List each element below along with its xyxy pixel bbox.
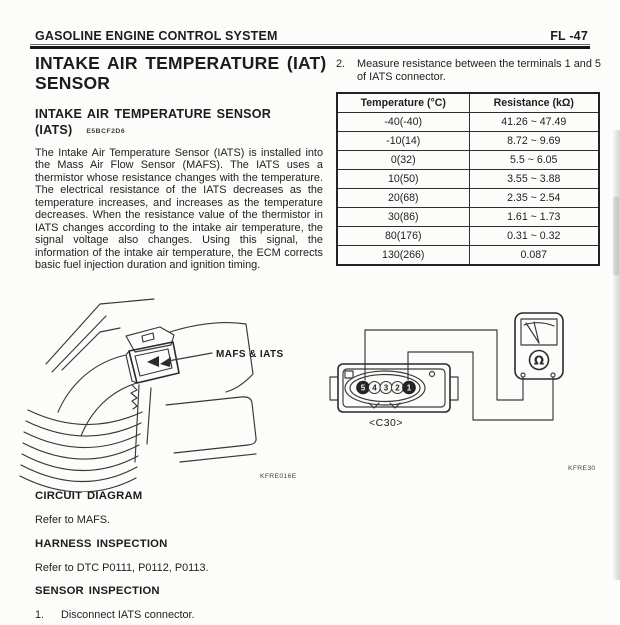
section-body-paragraph: The Intake Air Temperature Sensor (IATS) is installed into the Mass Air Flow Sensor (MAFS). The IATS uses a thermistor whose resistance changes with the temperature. The electrical resistance of the IATS decreases as the temperature increases, and increases as the temperature decreases. When the resistance value of the thermistor in IATS changes according to the intake air temperature, the signal voltage also changes. Using this signal, the information of the intake air temperature, the ECM corrects basic fuel injection duration and ignition timing. <box>35 147 323 272</box>
figure-left-code: KFRE016E <box>260 473 297 480</box>
table-row <box>337 246 599 266</box>
mafs-iats-callout-label: MAFS & IATS <box>216 349 284 360</box>
header-rule-thick <box>30 46 590 49</box>
meter-scale-arc <box>524 323 554 326</box>
resistance-cell: 1.61 ~ 1.73 <box>469 208 599 227</box>
figure-resistance-measurement <box>320 292 612 477</box>
mafs-cap-detail <box>142 333 154 342</box>
step-2-text: Measure resistance between the terminals 1 and 5 of IATS connector. <box>357 58 601 83</box>
temp-cell: 0(32) <box>337 151 469 170</box>
table-row <box>337 113 599 132</box>
mafs-location-drawing <box>8 292 320 492</box>
circuit-diagram-text: Refer to MAFS. <box>35 514 111 526</box>
pin-1-label: 1 <box>406 383 412 393</box>
body-panel-line <box>180 454 256 462</box>
figure-mafs-location <box>8 292 320 492</box>
resistance-table <box>336 92 600 266</box>
temp-cell: 130(266) <box>337 246 469 266</box>
connector-index-hole <box>430 372 435 377</box>
mafs-arrow-marker <box>147 356 159 367</box>
pin-3-label: 3 <box>383 383 389 393</box>
connector-wing-right <box>450 377 458 400</box>
section-heading-line1: INTAKE AIR TEMPERATURE SENSOR <box>35 107 272 121</box>
section-code: E5BCF2D6 <box>86 128 126 135</box>
measurement-diagram <box>320 292 612 477</box>
connector-id-label: <C30> <box>368 417 404 429</box>
resistance-cell: 0.31 ~ 0.32 <box>469 227 599 246</box>
figure-right-code: KFRE30 <box>568 465 596 472</box>
table-row <box>337 189 599 208</box>
col-header-resistance: Resistance (kΩ) <box>469 93 599 113</box>
step-1-text: Disconnect IATS connector. <box>61 609 195 621</box>
duct-edge-2 <box>147 388 151 444</box>
section-heading-line2 <box>35 122 325 140</box>
table-row <box>337 227 599 246</box>
hose-rib <box>26 421 141 436</box>
page-title-line1: INTAKE AIR TEMPERATURE (IAT) <box>35 53 327 73</box>
step-2-number: 2. <box>336 58 346 70</box>
scan-artifact <box>613 196 619 276</box>
sensor-inspection-step-1 <box>35 609 195 621</box>
page-title <box>35 53 330 93</box>
resistance-cell: 5.5 ~ 6.05 <box>469 151 599 170</box>
section-heading-iats: (IATS) <box>35 123 73 137</box>
harness-inspection-heading: HARNESS INSPECTION <box>35 538 168 550</box>
body-panel-lower <box>166 397 256 453</box>
table-row <box>337 151 599 170</box>
resistance-cell: 41.26 ~ 47.49 <box>469 113 599 132</box>
temp-cell: 10(50) <box>337 170 469 189</box>
page-title-line2: SENSOR <box>35 73 111 93</box>
hose-rib <box>22 454 138 471</box>
page-number: FL -47 <box>550 29 588 43</box>
clamp-screw <box>131 385 137 409</box>
temp-cell: -40(-40) <box>337 113 469 132</box>
col-header-temperature: Temperature (°C) <box>337 93 469 113</box>
hose-rib <box>23 443 139 459</box>
temp-cell: -10(14) <box>337 132 469 151</box>
resistance-cell: 3.55 ~ 3.88 <box>469 170 599 189</box>
ohm-symbol: Ω <box>533 353 545 368</box>
header-rule-thin <box>30 44 590 45</box>
section-heading <box>35 106 325 140</box>
connector-corner-detail <box>345 371 353 378</box>
hose-rib <box>21 465 137 482</box>
temp-cell: 80(176) <box>337 227 469 246</box>
hood-line-2 <box>52 316 106 372</box>
resistance-cell: 0.087 <box>469 246 599 266</box>
temp-cell: 30(86) <box>337 208 469 227</box>
procedure-step-2 <box>336 58 602 84</box>
circuit-diagram-heading: CIRCUIT DIAGRAM <box>35 490 143 502</box>
strut-line <box>62 328 120 370</box>
table-header-row <box>337 93 599 113</box>
table-row <box>337 132 599 151</box>
step-1-number: 1. <box>35 609 45 621</box>
meter-terminal-right <box>551 373 555 377</box>
test-lead-pin1 <box>408 352 553 420</box>
table-row <box>337 208 599 227</box>
resistance-cell: 2.35 ~ 2.54 <box>469 189 599 208</box>
pin-4-label: 4 <box>372 383 377 393</box>
callout-arrowhead <box>160 357 171 367</box>
sensor-inspection-heading: SENSOR INSPECTION <box>35 585 160 597</box>
temp-cell: 20(68) <box>337 189 469 208</box>
connector-wing-left <box>330 377 338 400</box>
meter-terminal-left <box>521 373 525 377</box>
page-header <box>35 29 588 43</box>
hose-rib <box>28 410 142 425</box>
header-section-title: GASOLINE ENGINE CONTROL SYSTEM <box>35 29 278 43</box>
pin-5-label: 5 <box>360 383 366 393</box>
harness-inspection-text: Refer to DTC P0111, P0112, P0113. <box>35 562 209 574</box>
table-row <box>337 170 599 189</box>
pin-2-label: 2 <box>395 383 400 393</box>
resistance-cell: 8.72 ~ 9.69 <box>469 132 599 151</box>
